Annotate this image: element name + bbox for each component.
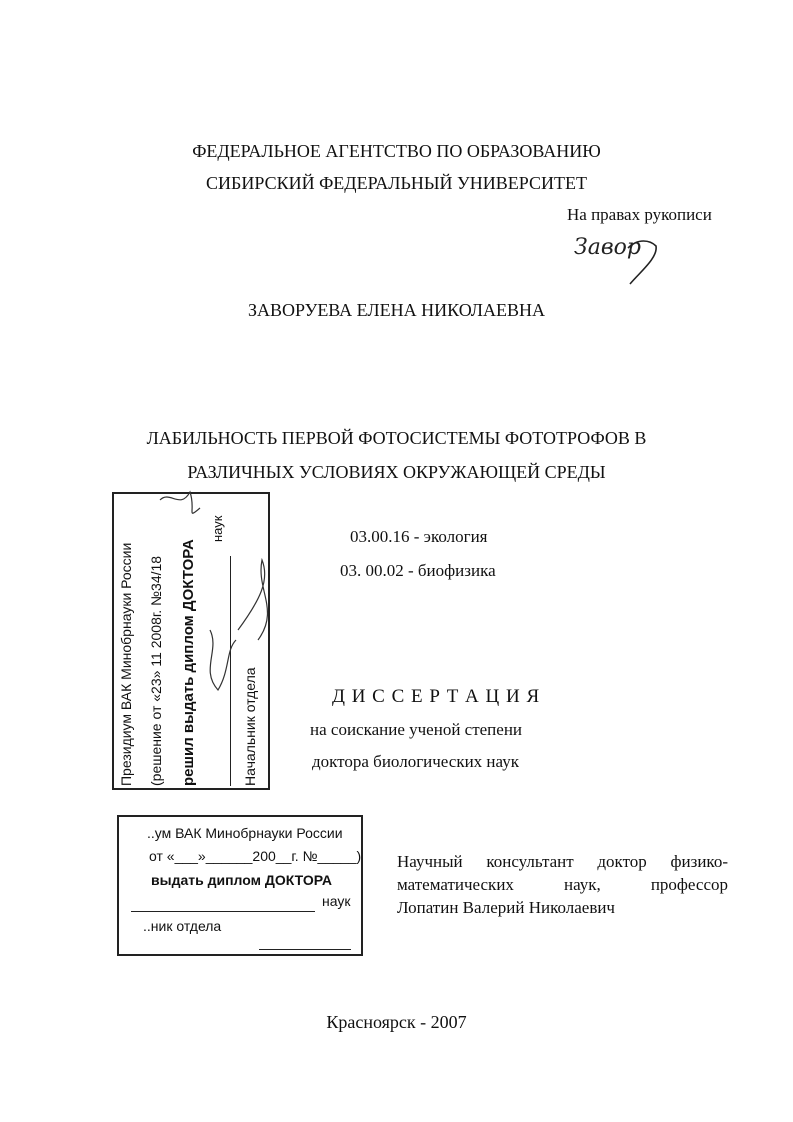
stamp-flat-blank	[131, 893, 315, 912]
thesis-title-line-1: ЛАБИЛЬНОСТЬ ПЕРВОЙ ФОТОСИСТЕМЫ ФОТОТРОФОВ В	[146, 428, 647, 448]
stamp-rotated-line-1: Президиум ВАК Минобрнауки России	[118, 542, 134, 786]
stamp-flat-line-3: выдать диплом ДОКТОРА	[151, 872, 332, 888]
stamp-flat-line-2: от «___»______200__г. №_____)	[149, 848, 362, 864]
agency-name: ФЕДЕРАЛЬНОЕ АГЕНТСТВО ПО ОБРАЗОВАНИЮ	[192, 141, 601, 161]
author-signature	[568, 228, 668, 288]
stamp-handwriting	[140, 480, 300, 740]
city-year: Красноярск - 2007	[326, 1012, 467, 1032]
vak-stamp-flat	[117, 815, 363, 956]
stamp-flat-signature-line	[259, 935, 351, 950]
stamp-rotated-line-2: (решение от «23» 11 2008г. №34/18	[148, 555, 164, 786]
signature-text: Завор	[574, 235, 641, 260]
stamp-rotated-line-4: наук	[210, 515, 225, 542]
consultant-name: Лопатин Валерий Николаевич	[397, 898, 615, 917]
stamp-rotated-line-3: решил выдать диплом ДОКТОРА	[180, 539, 197, 786]
consultant-line-1: Научный консультант доктор физико-математических наук, профессор	[397, 852, 728, 894]
stamp-flat-line-4: наук	[322, 893, 351, 909]
degree-line-1: на соискание ученой степени	[310, 720, 523, 739]
specialty-biophysics: 03. 00.02 - биофизика	[340, 561, 496, 580]
manuscript-note: На правах рукописи	[567, 205, 712, 224]
degree-line-2: доктора биологических наук	[312, 752, 519, 771]
dissertation-word: Д И С С Е Р Т А Ц И Я	[332, 686, 541, 707]
scientific-consultant	[397, 850, 728, 919]
thesis-title-line-2: РАЗЛИЧНЫХ УСЛОВИЯХ ОКРУЖАЮЩЕЙ СРЕДЫ	[187, 462, 606, 482]
stamp-flat-line-1: ..ум ВАК Минобрнауки России	[147, 825, 343, 841]
stamp-rotated-line-5: Начальник отдела	[242, 667, 258, 786]
specialty-ecology: 03.00.16 - экология	[350, 527, 488, 546]
author-name: ЗАВОРУЕВА ЕЛЕНА НИКОЛАЕВНА	[247, 300, 546, 320]
stamp-flat-line-5: ..ник отдела	[143, 918, 222, 934]
university-name: СИБИРСКИЙ ФЕДЕРАЛЬНЫЙ УНИВЕРСИТЕТ	[206, 173, 587, 193]
